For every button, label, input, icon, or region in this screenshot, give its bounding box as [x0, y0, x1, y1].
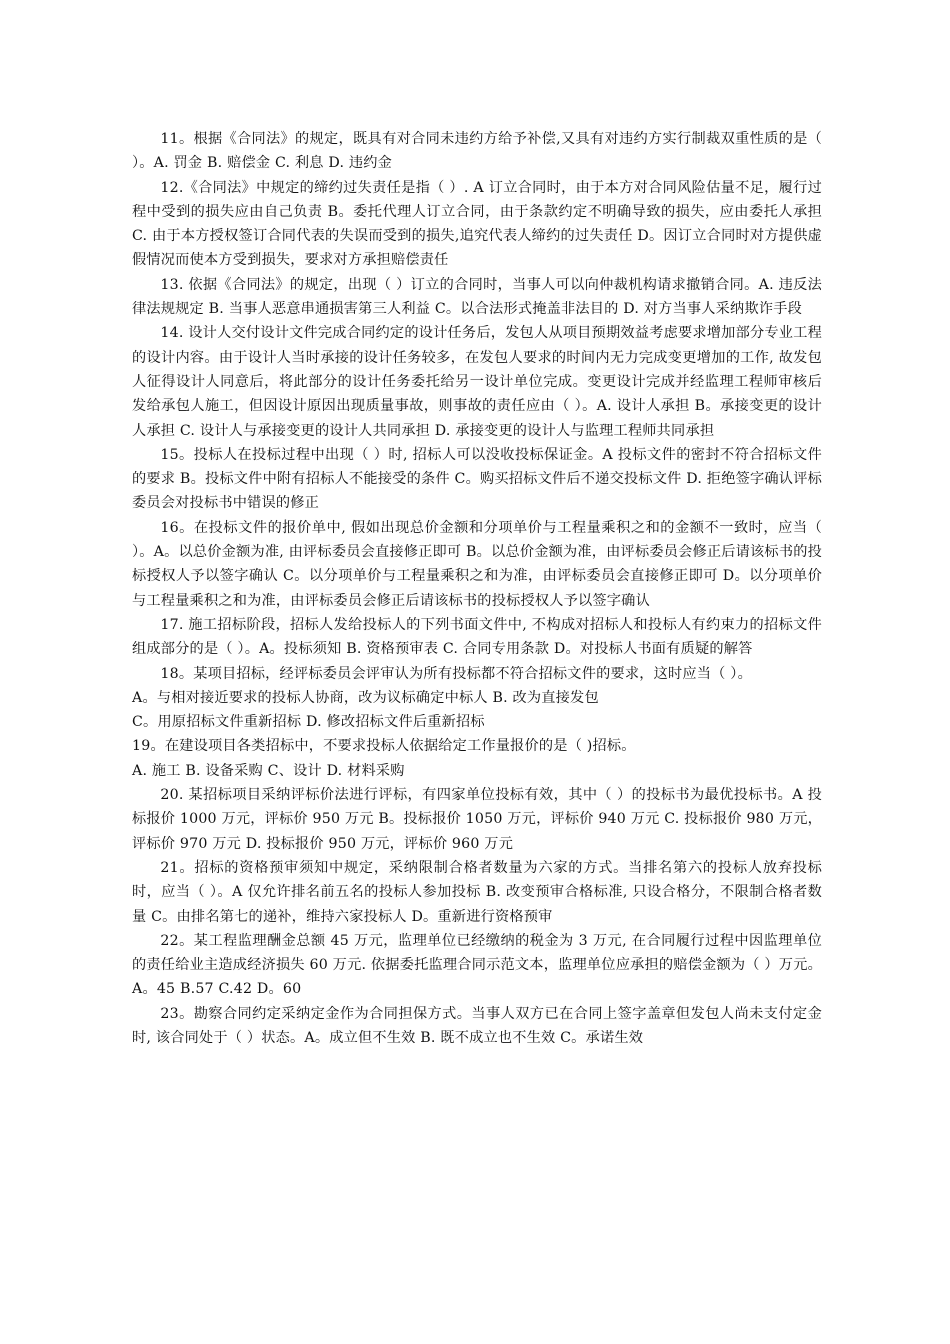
question-18-options-cd: C。用原招标文件重新招标 D. 修改招标文件后重新招标	[132, 714, 485, 731]
question-14: 14. 设计人交付设计文件完成合同约定的设计任务后，发包人从项目预期效益考虑要求增加部分专业工程的设计内容。由于设计人当时承接的设计任务较多，在发包人要求的时间内无力完成变更增加的工作, 故发包人征得设计人同意后，将此部分的设计任务委托给另一设计单位完成。变更设计完成并经监理工程师审核后发给承包人施工，但因设计原因出现质量事故，则事故的责任应由（ ）。A. 设计人承担 B。承接变更的设计人承担 C. 设计人与承接变更的设计人共同承担 D. 承接变更的设计人与监理工程师共同承担	[132, 325, 822, 439]
question-13: 13. 依据《合同法》的规定，出现（ ）订立的合同时，当事人可以向仲裁机构请求撤销合同。A. 违反法律法规规定 B. 当事人恶意串通损害第三人利益 C。以合法形式掩盖非法目的 D. 对方当事人采纳欺诈手段	[132, 276, 822, 318]
question-19: 19。在建设项目各类招标中，不要求投标人依据给定工作量报价的是（ )招标。	[132, 738, 636, 755]
question-23: 23。勘察合同约定采纳定金作为合同担保方式。当事人双方已在合同上签字盖章但发包人尚未支付定金时, 该合同处于（ ）状态。A。成立但不生效 B. 既不成立也不生效 C。承诺生效	[132, 1005, 822, 1046]
question-17: 17. 施工招标阶段，招标人发给投标人的下列书面文件中, 不构成对招标人和投标人有约束力的招标文件组成部分的是（ ）。A。投标须知 B. 资格预审表 C. 合同专用条款 D。对投标人书面有质疑的解答	[132, 616, 822, 658]
question-18: 18。某项目招标，经评标委员会评审认为所有投标都不符合招标文件的要求，这时应当（ ）。	[160, 665, 752, 682]
question-22: 22。某工程监理酬金总额 45 万元，监理单位已经缴纳的税金为 3 万元, 在合同履行过程中因监理单位的责任给业主造成经济损失 60 万元. 依据委托监理合同示范文本，监理单位应承担的赔偿金额为（ ）万元。A。45 B.57 C.42 D。60	[132, 932, 822, 998]
question-16: 16。在投标文件的报价单中, 假如出现总价金额和分项单价与工程量乘积之和的金额不一致时，应当（ ）。A。以总价金额为准, 由评标委员会直接修正即可 B。以总价金额为准，由评标委员会修正后请该标书的投标授权人予以签字确认 C。以分项单价与工程量乘积之和为准，由评标委员会直接修正即可 D。以分项单价与工程量乘积之和为准，由评标委员会修正后请该标书的投标授权人予以签字确认	[132, 519, 822, 609]
question-12: 12.《合同法》中规定的缔约过失责任是指（ ）. A 订立合同时，由于本方对合同风险估量不足，履行过程中受到的损失应由自己负责 B。委托代理人订立合同，由于条款约定不明确导致的损失，应由委托人承担 C. 由于本方授权签订合同代表的失误而受到的损失,追究代表人缔约的过失责任 D。因订立合同时对方提供虚假情况而使本方受到损失，要求对方承担赔偿责任	[132, 179, 822, 269]
question-21: 21。招标的资格预审须知中规定，采纳限制合格者数量为六家的方式。当排名第六的投标人放弃投标时，应当（ ）。A 仅允许排名前五名的投标人参加投标 B. 改变预审合格标准, 只设合格分，不限制合格者数量 C。由排名第七的递补，维持六家投标人 D。重新进行资格预审	[132, 859, 822, 925]
question-20: 20. 某招标项目采纳评标价法进行评标，有四家单位投标有效，其中（ ）的投标书为最优投标书。A 投标报价 1000 万元，评标价 950 万元 B。投标报价 1050 万元，评标价 940 万元 C. 投标报价 980 万元，评标价 970 万元 D. 投标报价 950 万元，评标价 960 万元	[132, 787, 822, 852]
question-11: 11。根据《合同法》的规定，既具有对合同未违约方给予补偿,又具有对违约方实行制裁双重性质的是（ ）。A. 罚金 B. 赔偿金 C. 利息 D. 违约金	[132, 131, 822, 172]
question-18-options-ab: A。与相对接近要求的投标人协商，改为议标确定中标人 B. 改为直接发包	[132, 689, 599, 706]
question-19-options: A. 施工 B. 设备采购 C、设计 D. 材料采购	[132, 762, 405, 779]
question-15: 15。投标人在投标过程中出现（ ）时, 招标人可以没收投标保证金。A 投标文件的密封不符合招标文件的要求 B。投标文件中附有招标人不能接受的条件 C。购买招标文件后不递交投标文件 D. 拒绝签字确认评标委员会对投标书中错误的修正	[132, 446, 822, 512]
document-page	[132, 127, 822, 1050]
